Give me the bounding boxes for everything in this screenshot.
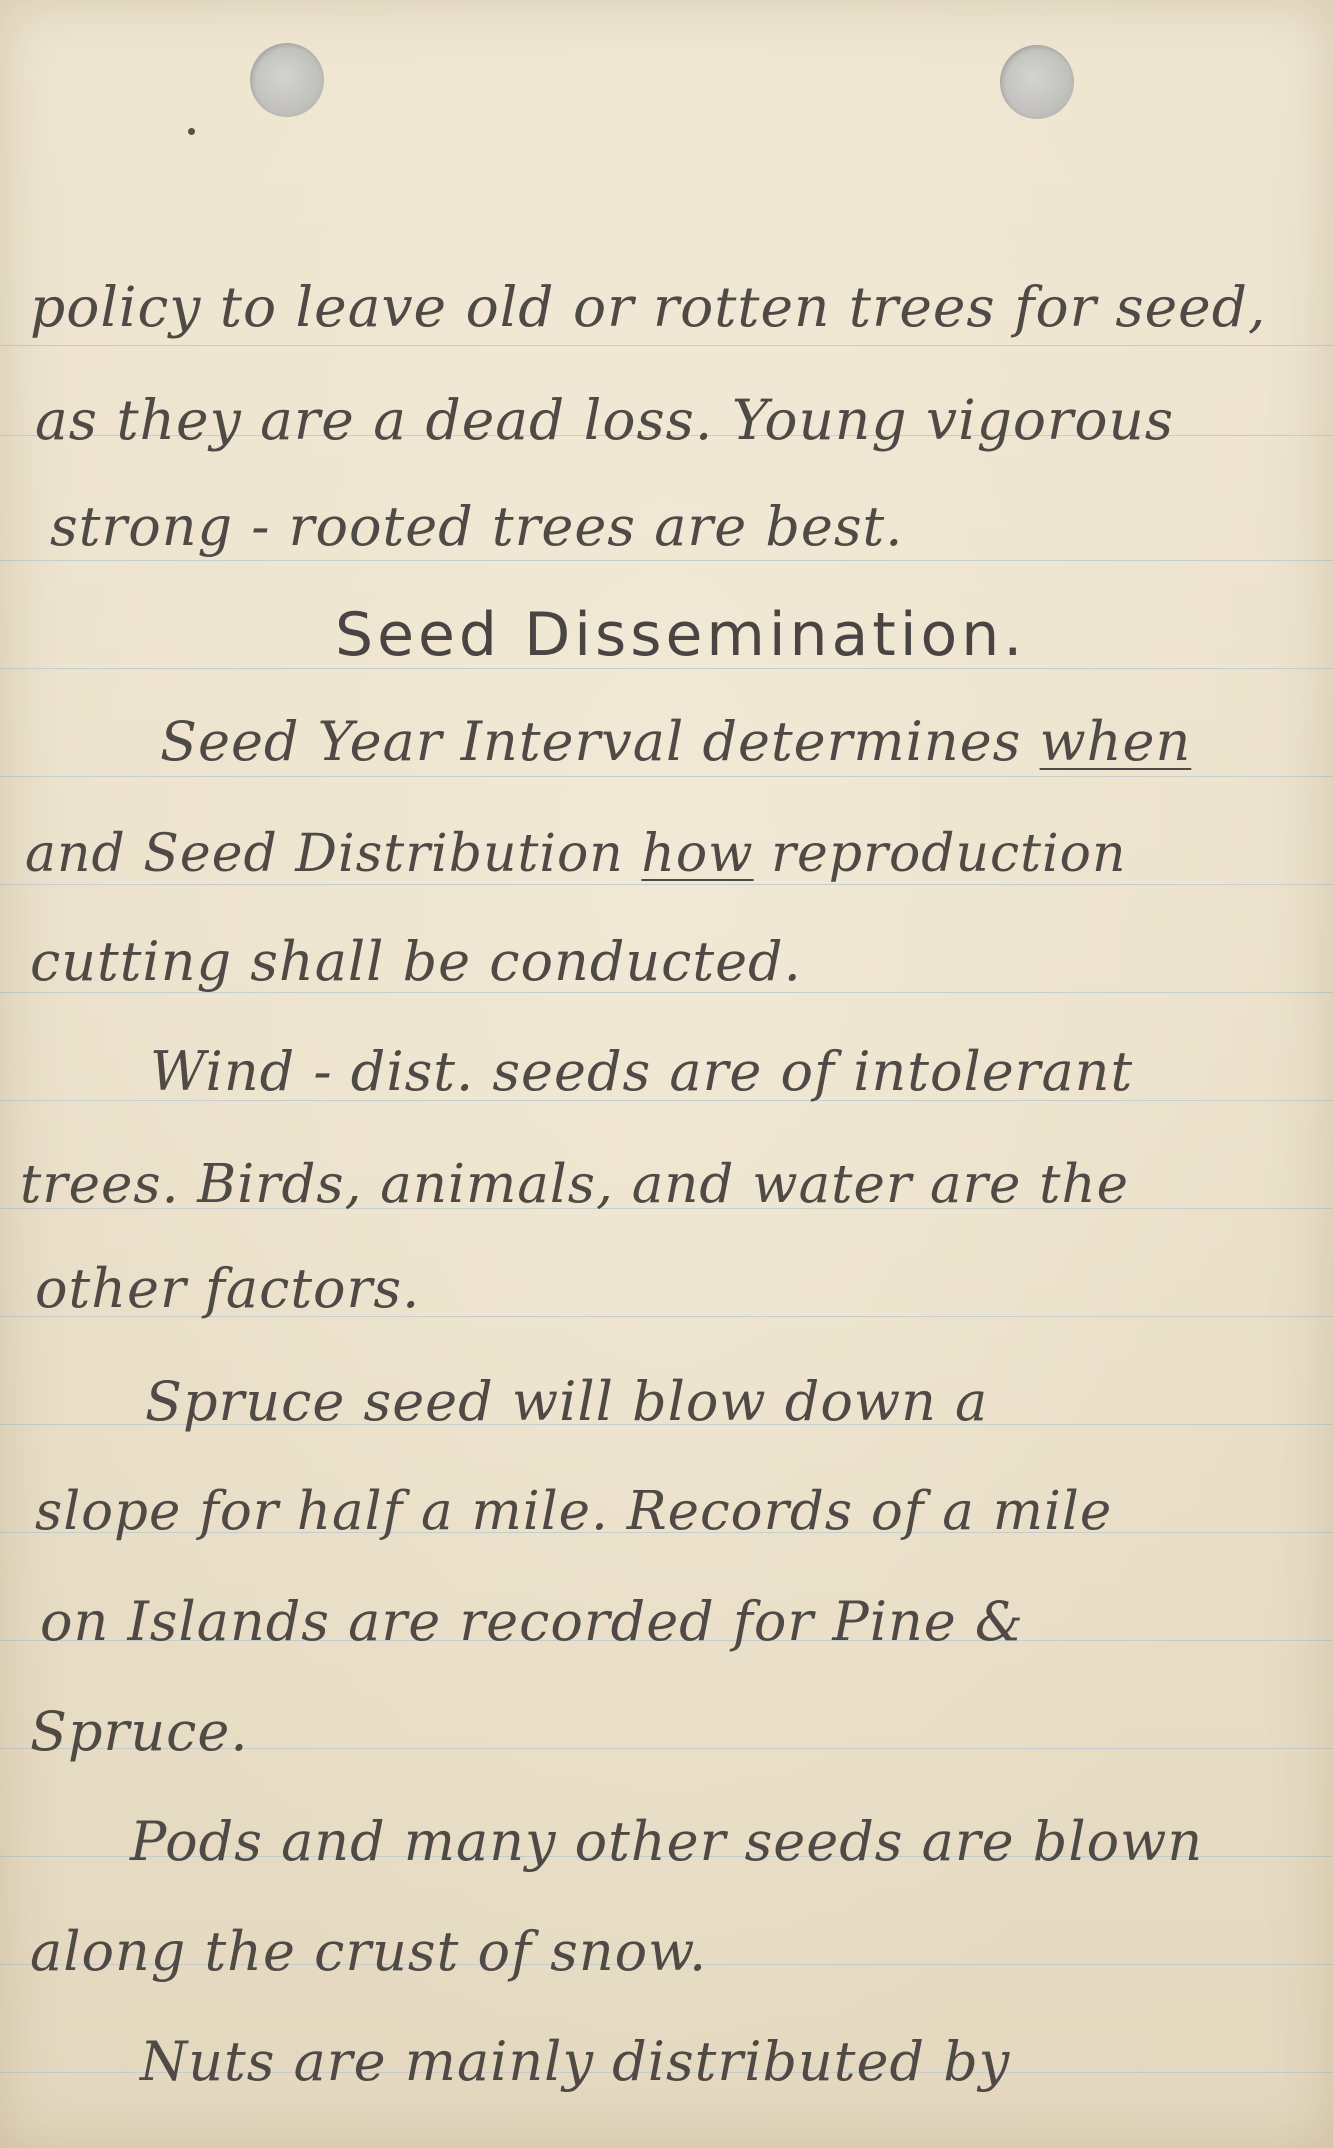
handwritten-line: strong - rooted trees are best. <box>50 495 904 558</box>
handwritten-line: on Islands are recorded for Pine & <box>40 1590 1024 1653</box>
handwritten-line: Wind - dist. seeds are of intolerant <box>150 1040 1134 1103</box>
ruled-line <box>0 345 1333 346</box>
handwritten-line: policy to leave old or rotten trees for seed, <box>30 275 1267 339</box>
line-text: reproduction <box>753 824 1127 884</box>
line-text: and Seed Distribution <box>25 824 642 884</box>
handwritten-line: Pods and many other seeds are blown <box>130 1810 1204 1873</box>
handwritten-line <box>25 824 1127 884</box>
ruled-line <box>0 776 1333 777</box>
handwritten-line: cutting shall be conducted. <box>30 930 802 993</box>
handwritten-line <box>160 710 1192 773</box>
section-heading: Seed Dissemination. <box>335 600 1027 670</box>
handwritten-line: Nuts are mainly distributed by <box>140 2030 1011 2093</box>
handwritten-line: Spruce. <box>30 1700 249 1763</box>
handwritten-line: other factors. <box>35 1257 421 1320</box>
handwritten-line: as they are a dead loss. Young vigorous <box>35 388 1175 452</box>
punch-hole-right <box>1000 45 1074 119</box>
handwritten-line: trees. Birds, animals, and water are the <box>20 1154 1129 1215</box>
underlined-word: when <box>1039 710 1192 773</box>
ink-speck <box>188 128 195 135</box>
line-text: Seed Year Interval determines <box>160 710 1040 773</box>
handwritten-line: slope for half a mile. Records of a mile <box>35 1481 1113 1542</box>
handwritten-line: along the crust of snow. <box>30 1920 708 1983</box>
ruled-line <box>0 884 1333 885</box>
underlined-word: how <box>641 824 754 884</box>
punch-hole-left <box>250 43 324 117</box>
ruled-line <box>0 560 1333 561</box>
handwritten-line: Spruce seed will blow down a <box>145 1370 989 1433</box>
